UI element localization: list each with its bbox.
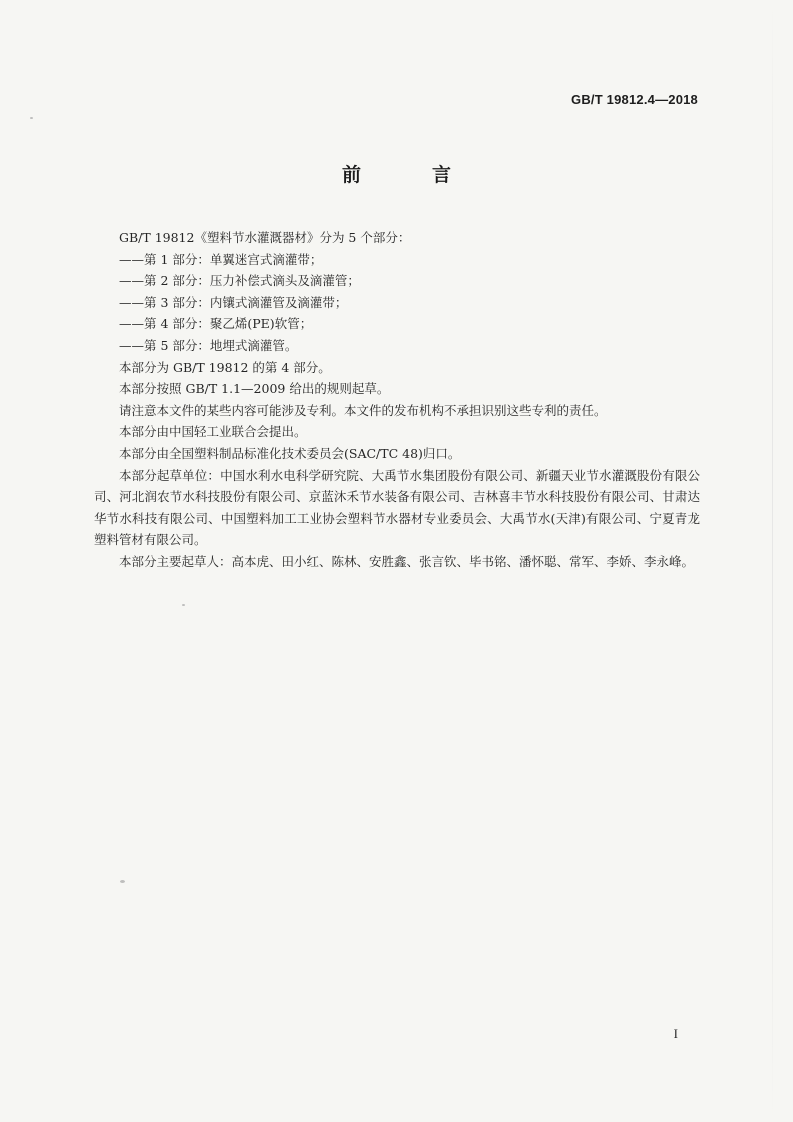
list-item-part-1: ——第 1 部分：单翼迷宫式滴灌带； bbox=[119, 251, 323, 267]
drafting-units-paragraph: 本部分起草单位：中国水利水电科学研究院、大禹节水集团股份有限公司、新疆天业节水灌溉股份有限公司、河北润农节水科技股份有限公司、京蓝沐禾节水装备有限公司、吉林喜丰节水科技股份有限公司、甘肃达华节水科技有限公司、中国塑料加工工业协会塑料节水器材专业委员会、大禹节水(天津)有限公司、宁夏青龙塑料管材有限公司。 bbox=[94, 467, 700, 548]
scan-speck bbox=[182, 604, 185, 606]
foreword-body bbox=[94, 227, 700, 573]
standard-code: GB/T 19812.4—2018 bbox=[571, 92, 698, 107]
drafters-paragraph: 本部分主要起草人：高本虎、田小红、陈林、安胜鑫、张言钦、毕书铭、潘怀聪、常军、李娇、李永峰。 bbox=[119, 553, 695, 569]
list-item-part-2: ——第 2 部分：压力补偿式滴头及滴灌管； bbox=[119, 273, 360, 289]
scan-speck bbox=[120, 880, 125, 883]
page-title: 前 言 bbox=[341, 164, 477, 186]
list-item-part-5: ——第 5 部分：地埋式滴灌管。 bbox=[119, 337, 298, 353]
drafting-rules-paragraph: 本部分按照 GB/T 1.1—2009 给出的规则起草。 bbox=[119, 381, 390, 397]
part-statement-paragraph: 本部分为 GB/T 19812 的第 4 部分。 bbox=[119, 359, 331, 375]
proposer-paragraph: 本部分由中国轻工业联合会提出。 bbox=[119, 424, 307, 440]
intro-paragraph: GB/T 19812《塑料节水灌溉器材》分为 5 个部分： bbox=[119, 230, 411, 245]
scan-speck bbox=[30, 117, 33, 119]
patent-notice-paragraph: 请注意本文件的某些内容可能涉及专利。本文件的发布机构不承担识别这些专利的责任。 bbox=[119, 402, 607, 418]
committee-paragraph: 本部分由全国塑料制品标准化技术委员会(SAC/TC 48)归口。 bbox=[119, 445, 461, 461]
list-item-part-3: ——第 3 部分：内镶式滴灌管及滴灌带； bbox=[119, 294, 348, 310]
page-number: I bbox=[673, 1026, 678, 1041]
list-item-part-4: ——第 4 部分：聚乙烯(PE)软管； bbox=[119, 316, 313, 332]
